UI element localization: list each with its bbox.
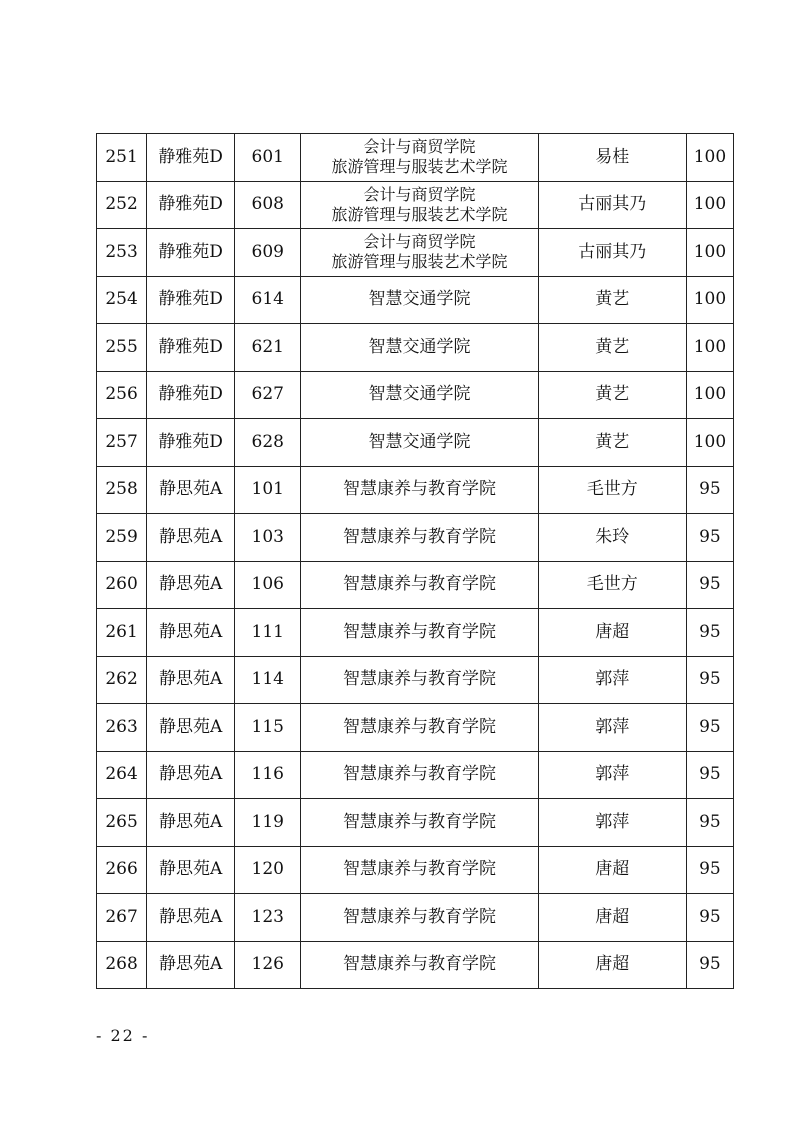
room-cell: 609 — [235, 229, 301, 277]
score-cell: 95 — [686, 941, 733, 989]
college-line: 旅游管理与服装艺术学院 — [331, 252, 508, 272]
building-cell: 静雅苑D — [147, 134, 235, 182]
building-cell: 静思苑A — [147, 894, 235, 942]
row-number-cell: 263 — [97, 704, 147, 752]
person-cell: 唐超 — [538, 846, 686, 894]
table-row — [97, 799, 734, 847]
score-cell: 95 — [686, 751, 733, 799]
building-cell: 静雅苑D — [147, 419, 235, 467]
college-cell — [301, 846, 538, 894]
table-row — [97, 894, 734, 942]
college-line: 旅游管理与服装艺术学院 — [331, 204, 508, 224]
college-line: 会计与商贸学院 — [363, 137, 476, 157]
table-row — [97, 514, 734, 562]
college-cell — [301, 181, 538, 229]
person-cell: 郭萍 — [538, 704, 686, 752]
college-line: 智慧康养与教育学院 — [342, 621, 496, 642]
table-row — [97, 846, 734, 894]
score-cell: 95 — [686, 609, 733, 657]
room-cell: 119 — [235, 799, 301, 847]
room-cell: 111 — [235, 609, 301, 657]
college-line: 智慧交通学院 — [368, 431, 471, 452]
row-number-cell: 258 — [97, 466, 147, 514]
college-line: 智慧康养与教育学院 — [342, 479, 496, 500]
score-cell: 95 — [686, 894, 733, 942]
score-cell: 100 — [686, 419, 733, 467]
college-cell — [301, 276, 538, 324]
college-cell — [301, 324, 538, 372]
building-cell: 静思苑A — [147, 656, 235, 704]
building-cell: 静思苑A — [147, 799, 235, 847]
building-cell: 静思苑A — [147, 514, 235, 562]
college-cell — [301, 466, 538, 514]
person-cell: 黄艺 — [538, 324, 686, 372]
building-cell: 静思苑A — [147, 704, 235, 752]
table-row — [97, 276, 734, 324]
building-cell: 静思苑A — [147, 561, 235, 609]
college-cell — [301, 894, 538, 942]
college-cell — [301, 561, 538, 609]
score-cell: 95 — [686, 846, 733, 894]
table-row — [97, 371, 734, 419]
person-cell: 易桂 — [538, 134, 686, 182]
college-line: 智慧康养与教育学院 — [342, 669, 496, 690]
row-number-cell: 259 — [97, 514, 147, 562]
college-cell — [301, 134, 538, 182]
college-cell — [301, 656, 538, 704]
table-row — [97, 704, 734, 752]
row-number-cell: 265 — [97, 799, 147, 847]
college-line: 智慧康养与教育学院 — [342, 906, 496, 927]
score-cell: 95 — [686, 656, 733, 704]
building-cell: 静雅苑D — [147, 276, 235, 324]
person-cell: 毛世方 — [538, 561, 686, 609]
college-line: 旅游管理与服装艺术学院 — [331, 157, 508, 177]
person-cell: 郭萍 — [538, 799, 686, 847]
college-cell — [301, 514, 538, 562]
college-cell — [301, 229, 538, 277]
person-cell: 古丽其乃 — [538, 229, 686, 277]
room-cell: 116 — [235, 751, 301, 799]
table-row — [97, 134, 734, 182]
row-number-cell: 267 — [97, 894, 147, 942]
college-cell — [301, 609, 538, 657]
row-number-cell: 266 — [97, 846, 147, 894]
table-row — [97, 466, 734, 514]
table-row — [97, 751, 734, 799]
row-number-cell: 251 — [97, 134, 147, 182]
building-cell: 静思苑A — [147, 609, 235, 657]
table-row — [97, 561, 734, 609]
person-cell: 黄艺 — [538, 419, 686, 467]
score-cell: 100 — [686, 371, 733, 419]
college-line: 会计与商贸学院 — [363, 232, 476, 252]
room-cell: 101 — [235, 466, 301, 514]
score-cell: 100 — [686, 276, 733, 324]
college-line: 智慧交通学院 — [368, 336, 471, 357]
building-cell: 静思苑A — [147, 941, 235, 989]
college-line: 智慧康养与教育学院 — [342, 764, 496, 785]
score-cell: 100 — [686, 229, 733, 277]
college-cell — [301, 751, 538, 799]
college-line: 智慧康养与教育学院 — [342, 954, 496, 975]
row-number-cell: 255 — [97, 324, 147, 372]
college-cell — [301, 419, 538, 467]
building-cell: 静思苑A — [147, 751, 235, 799]
person-cell: 郭萍 — [538, 656, 686, 704]
person-cell: 黄艺 — [538, 371, 686, 419]
row-number-cell: 261 — [97, 609, 147, 657]
room-cell: 628 — [235, 419, 301, 467]
score-cell: 95 — [686, 799, 733, 847]
building-cell: 静雅苑D — [147, 229, 235, 277]
room-cell: 621 — [235, 324, 301, 372]
building-cell: 静思苑A — [147, 846, 235, 894]
row-number-cell: 260 — [97, 561, 147, 609]
room-cell: 103 — [235, 514, 301, 562]
room-cell: 123 — [235, 894, 301, 942]
college-cell — [301, 941, 538, 989]
row-number-cell: 252 — [97, 181, 147, 229]
person-cell: 郭萍 — [538, 751, 686, 799]
person-cell: 唐超 — [538, 941, 686, 989]
score-cell: 95 — [686, 466, 733, 514]
college-line: 智慧交通学院 — [368, 289, 471, 310]
score-cell: 100 — [686, 324, 733, 372]
table-row — [97, 941, 734, 989]
college-line: 智慧康养与教育学院 — [342, 716, 496, 737]
score-cell: 100 — [686, 134, 733, 182]
college-line: 智慧康养与教育学院 — [342, 859, 496, 880]
table-row — [97, 419, 734, 467]
room-cell: 601 — [235, 134, 301, 182]
table-row — [97, 609, 734, 657]
person-cell: 唐超 — [538, 894, 686, 942]
room-cell: 115 — [235, 704, 301, 752]
college-line: 会计与商贸学院 — [363, 184, 476, 204]
college-line: 智慧康养与教育学院 — [342, 526, 496, 547]
dormitory-score-table — [96, 133, 734, 989]
college-cell — [301, 371, 538, 419]
table-body — [97, 134, 734, 989]
table-row — [97, 324, 734, 372]
college-line: 智慧康养与教育学院 — [342, 811, 496, 832]
person-cell: 朱玲 — [538, 514, 686, 562]
room-cell: 106 — [235, 561, 301, 609]
table-row — [97, 181, 734, 229]
college-line: 智慧康养与教育学院 — [342, 574, 496, 595]
table-row — [97, 229, 734, 277]
person-cell: 唐超 — [538, 609, 686, 657]
person-cell: 毛世方 — [538, 466, 686, 514]
building-cell: 静雅苑D — [147, 181, 235, 229]
table-row — [97, 656, 734, 704]
room-cell: 120 — [235, 846, 301, 894]
row-number-cell: 264 — [97, 751, 147, 799]
row-number-cell: 256 — [97, 371, 147, 419]
page-number: - 22 - — [96, 1026, 150, 1045]
building-cell: 静雅苑D — [147, 371, 235, 419]
room-cell: 608 — [235, 181, 301, 229]
row-number-cell: 257 — [97, 419, 147, 467]
row-number-cell: 254 — [97, 276, 147, 324]
row-number-cell: 262 — [97, 656, 147, 704]
college-cell — [301, 704, 538, 752]
score-cell: 95 — [686, 514, 733, 562]
score-cell: 95 — [686, 704, 733, 752]
score-cell: 100 — [686, 181, 733, 229]
score-cell: 95 — [686, 561, 733, 609]
room-cell: 627 — [235, 371, 301, 419]
building-cell: 静雅苑D — [147, 324, 235, 372]
room-cell: 114 — [235, 656, 301, 704]
person-cell: 黄艺 — [538, 276, 686, 324]
college-cell — [301, 799, 538, 847]
person-cell: 古丽其乃 — [538, 181, 686, 229]
room-cell: 126 — [235, 941, 301, 989]
room-cell: 614 — [235, 276, 301, 324]
row-number-cell: 268 — [97, 941, 147, 989]
row-number-cell: 253 — [97, 229, 147, 277]
college-line: 智慧交通学院 — [368, 384, 471, 405]
building-cell: 静思苑A — [147, 466, 235, 514]
